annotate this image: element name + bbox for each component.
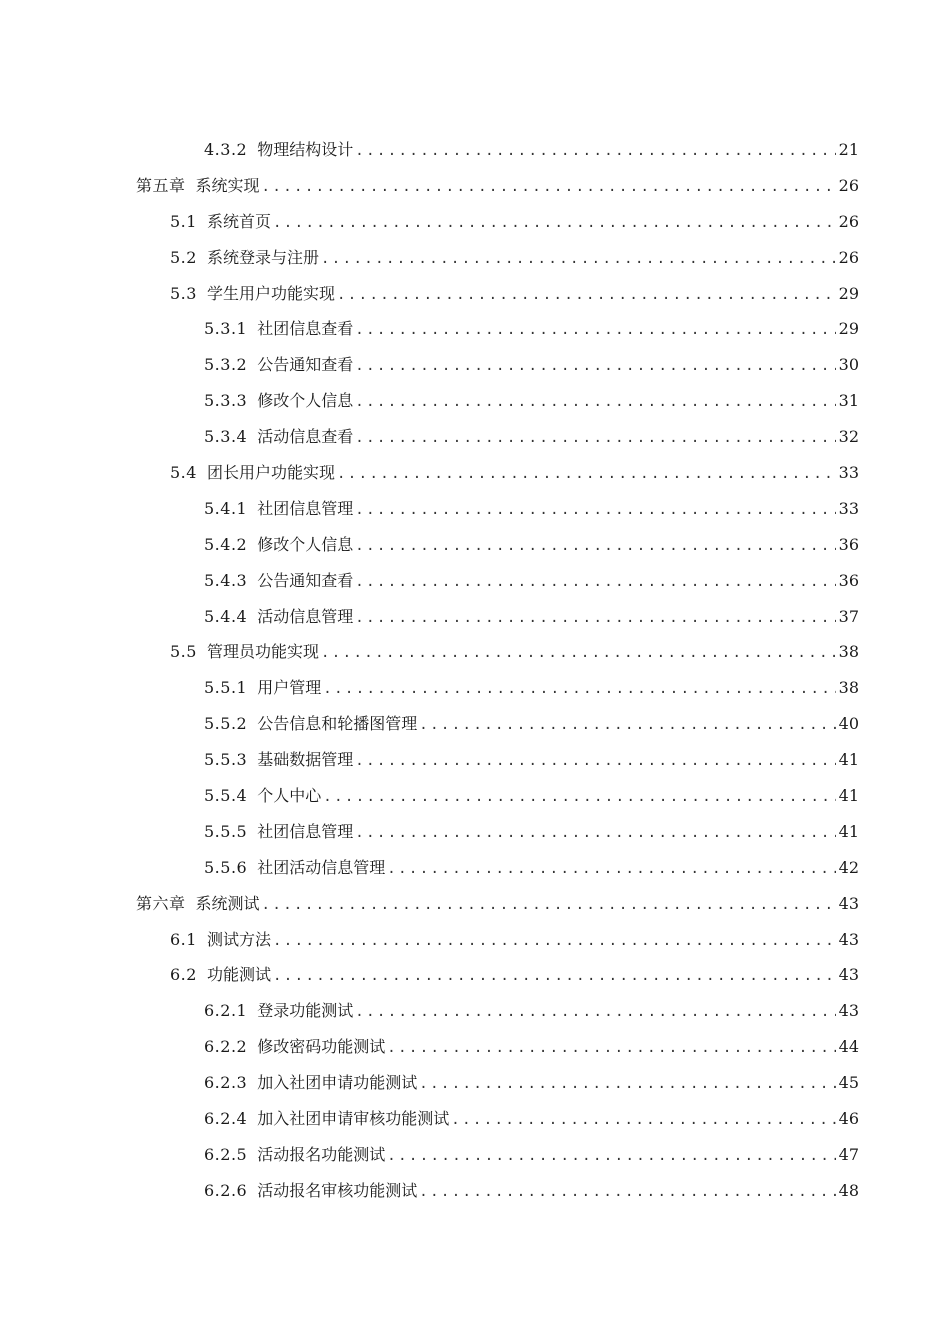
toc-entry-title: 修改个人信息 — [257, 391, 354, 411]
toc-dot-leader — [419, 1175, 835, 1211]
toc-dot-leader — [355, 385, 835, 421]
toc-entry-page-number: 29 — [838, 283, 859, 303]
toc-dot-leader — [387, 852, 835, 888]
toc-entry-page-number: 40 — [838, 714, 859, 734]
toc-dot-leader — [273, 959, 836, 995]
toc-entry-page-number: 41 — [838, 750, 859, 770]
toc-entry-page-number: 26 — [838, 247, 859, 267]
toc-entry-title: 用户管理 — [257, 678, 322, 698]
toc-entry-page-number: 43 — [838, 893, 859, 913]
toc-dot-leader — [355, 565, 835, 601]
toc-dot-leader — [321, 242, 836, 278]
toc-dot-leader — [355, 493, 835, 529]
toc-entry-page-number: 38 — [838, 642, 859, 662]
toc-dot-leader — [355, 529, 835, 565]
toc-entry[interactable] — [0, 419, 950, 455]
toc-dot-leader — [323, 780, 835, 816]
toc-entry-page-number: 31 — [838, 391, 859, 411]
toc-entry-title: 活动信息管理 — [257, 606, 354, 626]
toc-entry-number: 5.4 — [170, 463, 197, 483]
table-of-contents — [0, 132, 950, 1209]
toc-entry-number: 6.2 — [170, 965, 197, 985]
toc-entry-title: 管理员功能实现 — [206, 642, 319, 662]
toc-entry-title: 修改密码功能测试 — [257, 1037, 386, 1057]
toc-entry-number: 5.5.1 — [204, 678, 248, 698]
toc-entry-title: 团长用户功能实现 — [206, 463, 335, 483]
toc-entry[interactable] — [0, 1065, 950, 1101]
toc-entry-number: 5.3.1 — [204, 319, 248, 339]
toc-entry[interactable] — [0, 634, 950, 670]
toc-entry[interactable] — [0, 347, 950, 383]
toc-entry[interactable] — [0, 922, 950, 958]
toc-entry-number: 第六章 — [136, 893, 186, 913]
toc-entry[interactable] — [0, 993, 950, 1029]
toc-entry-number: 5.4.2 — [204, 534, 248, 554]
toc-entry-page-number: 44 — [838, 1037, 859, 1057]
toc-entry-number: 6.2.1 — [204, 1001, 248, 1021]
toc-entry-number: 6.2.3 — [204, 1073, 248, 1093]
toc-entry-page-number: 45 — [838, 1073, 859, 1093]
toc-entry[interactable] — [0, 276, 950, 312]
toc-entry-page-number: 38 — [838, 678, 859, 698]
toc-entry[interactable] — [0, 491, 950, 527]
toc-entry-page-number: 41 — [838, 786, 859, 806]
toc-entry-title: 社团信息管理 — [257, 821, 354, 841]
toc-entry[interactable] — [0, 886, 950, 922]
toc-entry[interactable] — [0, 204, 950, 240]
toc-dot-leader — [355, 421, 835, 457]
toc-entry-page-number: 37 — [838, 606, 859, 626]
toc-entry-page-number: 43 — [838, 1001, 859, 1021]
toc-entry-page-number: 33 — [838, 463, 859, 483]
toc-dot-leader — [355, 313, 835, 349]
toc-entry[interactable] — [0, 1173, 950, 1209]
toc-entry-title: 公告通知查看 — [257, 355, 354, 375]
toc-dot-leader — [337, 278, 836, 314]
toc-entry[interactable] — [0, 132, 950, 168]
toc-entry-number: 5.3 — [170, 283, 197, 303]
toc-dot-leader — [262, 170, 836, 206]
toc-entry[interactable] — [0, 742, 950, 778]
toc-entry-title: 物理结构设计 — [257, 140, 354, 159]
toc-entry-number: 5.1 — [170, 211, 197, 231]
toc-entry-page-number: 26 — [838, 175, 859, 195]
toc-entry-number: 6.1 — [170, 929, 197, 949]
toc-entry-title: 系统登录与注册 — [206, 247, 319, 267]
toc-entry[interactable] — [0, 527, 950, 563]
toc-entry-title: 活动报名功能测试 — [257, 1144, 386, 1164]
toc-entry-title: 系统首页 — [206, 211, 271, 231]
toc-entry-page-number: 29 — [838, 319, 859, 339]
toc-entry-title: 系统测试 — [195, 893, 260, 913]
toc-dot-leader — [419, 1067, 835, 1103]
toc-entry-title: 测试方法 — [206, 929, 271, 949]
toc-entry-number: 6.2.5 — [204, 1144, 248, 1164]
toc-dot-leader — [355, 995, 835, 1031]
toc-entry[interactable] — [0, 311, 950, 347]
toc-entry-page-number: 36 — [838, 534, 859, 554]
toc-entry-number: 6.2.6 — [204, 1180, 248, 1200]
toc-entry-page-number: 48 — [838, 1180, 859, 1200]
toc-dot-leader — [321, 636, 836, 672]
toc-entry[interactable] — [0, 706, 950, 742]
toc-entry-page-number: 41 — [838, 821, 859, 841]
toc-entry-title: 加入社团申请功能测试 — [257, 1073, 418, 1093]
toc-entry-title: 社团信息查看 — [257, 319, 354, 339]
toc-entry[interactable] — [0, 240, 950, 276]
toc-entry-number: 6.2.4 — [204, 1109, 248, 1129]
toc-dot-leader — [387, 1031, 835, 1067]
toc-entry-number: 5.5 — [170, 642, 197, 662]
toc-entry-number: 5.4.3 — [204, 570, 248, 590]
toc-entry-page-number: 32 — [838, 427, 859, 447]
toc-dot-leader — [262, 888, 836, 924]
toc-dot-leader — [419, 708, 835, 744]
toc-entry-number: 5.2 — [170, 247, 197, 267]
toc-entry-title: 登录功能测试 — [257, 1001, 354, 1021]
toc-entry-page-number: 43 — [838, 929, 859, 949]
toc-entry-number: 4.3.2 — [204, 140, 248, 159]
toc-dot-leader — [323, 672, 835, 708]
toc-entry[interactable] — [0, 563, 950, 599]
toc-entry-number: 5.5.3 — [204, 750, 248, 770]
toc-entry-number: 5.5.2 — [204, 714, 248, 734]
toc-dot-leader — [355, 816, 835, 852]
toc-dot-leader — [387, 1139, 835, 1175]
toc-entry-number: 第五章 — [136, 175, 186, 195]
toc-entry-number: 5.5.6 — [204, 857, 248, 877]
toc-entry-page-number: 42 — [838, 857, 859, 877]
toc-dot-leader — [273, 924, 836, 960]
toc-entry-title: 修改个人信息 — [257, 534, 354, 554]
toc-entry-title: 系统实现 — [195, 175, 260, 195]
toc-entry[interactable] — [0, 778, 950, 814]
toc-dot-leader — [355, 744, 835, 780]
toc-entry[interactable] — [0, 957, 950, 993]
toc-entry-number: 5.4.4 — [204, 606, 248, 626]
toc-entry[interactable] — [0, 168, 950, 204]
toc-entry-number: 5.3.2 — [204, 355, 248, 375]
toc-dot-leader — [355, 349, 835, 385]
toc-entry-page-number: 47 — [838, 1144, 859, 1164]
toc-entry-number: 6.2.2 — [204, 1037, 248, 1057]
toc-dot-leader — [355, 601, 835, 637]
toc-dot-leader — [337, 457, 836, 493]
toc-entry-title: 基础数据管理 — [257, 750, 354, 770]
toc-entry-page-number: 46 — [838, 1109, 859, 1129]
toc-entry-number: 5.3.4 — [204, 427, 248, 447]
toc-entry-title: 加入社团申请审核功能测试 — [257, 1109, 450, 1129]
toc-entry-page-number: 36 — [838, 570, 859, 590]
toc-entry-page-number: 33 — [838, 498, 859, 518]
toc-entry-page-number: 21 — [838, 140, 859, 159]
toc-entry-number: 5.5.4 — [204, 786, 248, 806]
toc-entry[interactable] — [0, 850, 950, 886]
toc-entry-title: 活动报名审核功能测试 — [257, 1180, 418, 1200]
toc-entry-number: 5.5.5 — [204, 821, 248, 841]
toc-entry[interactable] — [0, 599, 950, 635]
toc-dot-leader — [451, 1103, 835, 1139]
toc-entry[interactable] — [0, 1101, 950, 1137]
toc-entry[interactable] — [0, 814, 950, 850]
toc-dot-leader — [273, 206, 836, 242]
toc-entry-page-number: 26 — [838, 211, 859, 231]
toc-entry-title: 学生用户功能实现 — [206, 283, 335, 303]
toc-entry-title: 活动信息查看 — [257, 427, 354, 447]
toc-entry[interactable] — [0, 670, 950, 706]
toc-entry-number: 5.4.1 — [204, 498, 248, 518]
toc-entry-title: 社团信息管理 — [257, 498, 354, 518]
toc-entry-title: 公告通知查看 — [257, 570, 354, 590]
toc-entry[interactable] — [0, 383, 950, 419]
toc-entry-title: 公告信息和轮播图管理 — [257, 714, 418, 734]
toc-dot-leader — [355, 134, 835, 170]
toc-entry[interactable] — [0, 1137, 950, 1173]
toc-entry-number: 5.3.3 — [204, 391, 248, 411]
toc-entry[interactable] — [0, 455, 950, 491]
toc-entry-title: 个人中心 — [257, 786, 322, 806]
toc-entry-title: 社团活动信息管理 — [257, 857, 386, 877]
toc-entry-page-number: 43 — [838, 965, 859, 985]
toc-entry-page-number: 30 — [838, 355, 859, 375]
toc-entry-title: 功能测试 — [206, 965, 271, 985]
toc-entry[interactable] — [0, 1029, 950, 1065]
